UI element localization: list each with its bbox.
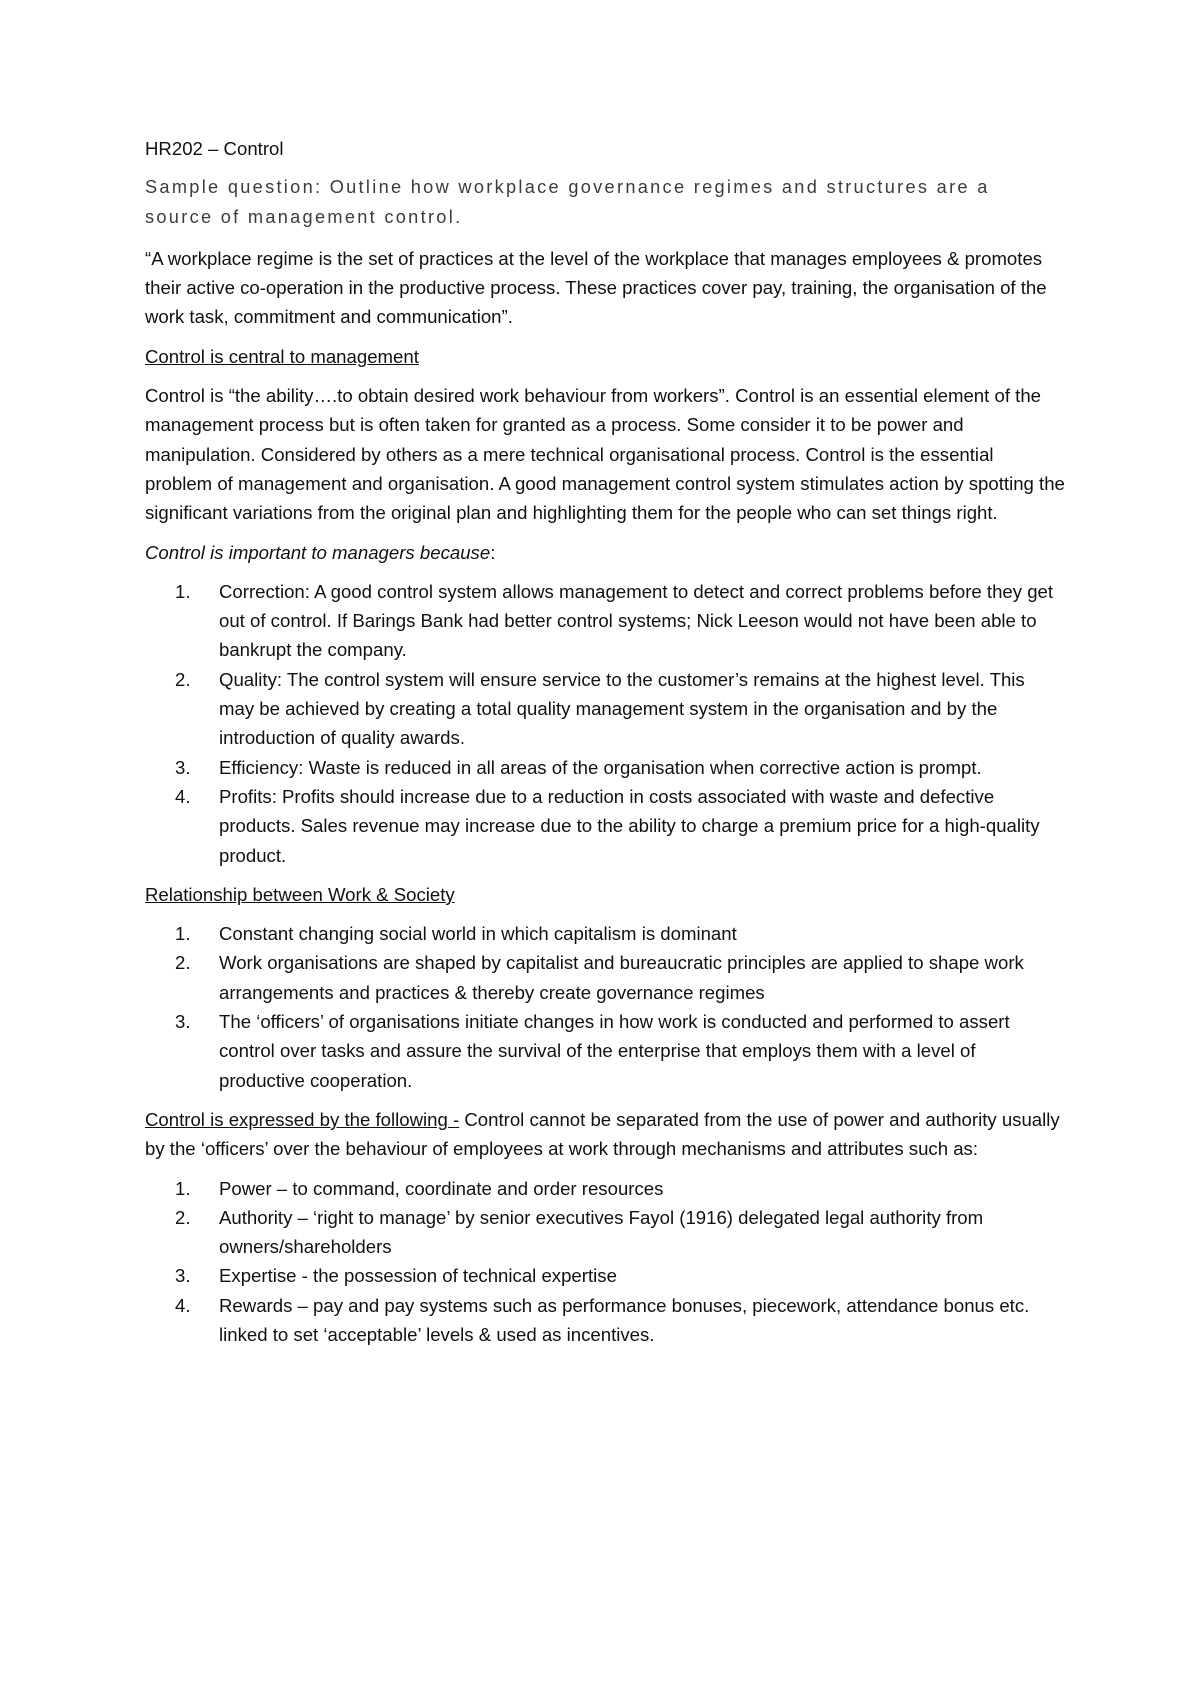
section-body-control-central: Control is “the ability….to obtain desired work behaviour from workers”. Control is an essential element of the management process but is often taken for granted as a process. Some consider it to be power and manipulation. Considered by others as a mere technical organisational process. Control is the essential problem of management and organisation. A good management control system stimulates action by spotting the significant variations from the original plan and highlighting them for the people who can set things right.: [145, 385, 1065, 524]
list-item-text: Efficiency: Waste is reduced in all areas of the organisation when corrective action is prompt.: [219, 756, 982, 778]
list-item-number: 2.: [175, 952, 191, 974]
list-item-number: 1.: [175, 923, 191, 945]
list-item-text: The ‘officers’ of organisations initiate changes in how work is conducted and performed to assert control over tasks and assure the survival of the enterprise that employs them with a level of productive cooperation.: [219, 1011, 1010, 1091]
section-paragraph-expressed: [145, 1105, 1065, 1164]
section-heading-important-colon: :: [490, 541, 496, 563]
list-item-text: Quality: The control system will ensure service to the customer’s remains at the highest level. This may be achieved by creating a total quality management system in the organisation and by the introduction of quality awards.: [219, 668, 1025, 749]
list-item-number: 2.: [175, 1206, 191, 1228]
list-item-number: 3.: [175, 1265, 191, 1287]
list-item: [145, 1291, 1065, 1350]
work-society-list: [145, 919, 1065, 1095]
section-heading-expressed: Control is expressed by the following -: [145, 1108, 460, 1130]
list-item-number: 3.: [175, 1011, 191, 1033]
list-item-text: Authority – ‘right to manage’ by senior executives Fayol (1916) delegated legal authority from owners/shareholders: [219, 1206, 984, 1258]
document-page: [145, 134, 1065, 1359]
sample-question: Sample question: Outline how workplace governance regimes and structures are a source of management control.: [145, 177, 990, 227]
list-item: [145, 753, 1065, 782]
section-heading-important: Control is important to managers because: [145, 541, 491, 563]
list-item-number: 2.: [175, 668, 191, 690]
list-item: [145, 782, 1065, 870]
list-item-text: Correction: A good control system allows management to detect and correct problems before they get out of control. If Barings Bank had better control systems; Nick Leeson would not have been able to bankrupt the company.: [219, 580, 1054, 661]
list-item-number: 3.: [175, 756, 191, 778]
section-body-expressed: Control cannot be separated from the use of power and authority usually by the ‘officers’ over the behaviour of employees at work through mechanisms and attributes such as:: [145, 1108, 1060, 1160]
intro-paragraph: “A workplace regime is the set of practices at the level of the workplace that manages employees & promotes their active co-operation in the productive process. These practices cover pay, training, the organisation of the work task, commitment and communication”.: [145, 247, 1047, 328]
section-heading-wrapper-important: [145, 538, 1065, 567]
section-heading-control-central: Control is central to management: [145, 345, 419, 367]
list-item: [145, 948, 1065, 1007]
attributes-list: [145, 1174, 1065, 1350]
list-item: [145, 919, 1065, 948]
list-item: [145, 1174, 1065, 1203]
list-item: [145, 665, 1065, 753]
list-item-number: 1.: [175, 1177, 191, 1199]
list-item-text: Work organisations are shaped by capitalist and bureaucratic principles are applied to shape work arrangements and practices & thereby create governance regimes: [219, 952, 1024, 1003]
list-item: [145, 577, 1065, 665]
importance-list: [145, 577, 1065, 870]
list-item-number: 4.: [175, 785, 191, 807]
list-item: [145, 1261, 1065, 1290]
list-item: [145, 1203, 1065, 1262]
list-item-text: Expertise - the possession of technical expertise: [219, 1265, 617, 1287]
list-item-number: 4.: [175, 1294, 191, 1316]
document-title: HR202 – Control: [145, 138, 284, 159]
list-item-text: Profits: Profits should increase due to a reduction in costs associated with waste and defective products. Sales revenue may increase due to the ability to charge a premium price for a high-quality product.: [219, 785, 1040, 866]
list-item-text: Constant changing social world in which capitalism is dominant: [219, 923, 737, 945]
list-item-text: Rewards – pay and pay systems such as performance bonuses, piecework, attendance bonus etc. linked to set ‘acceptable’ levels & used as incentives.: [219, 1294, 1030, 1345]
section-heading-work-society: Relationship between Work & Society: [145, 883, 455, 905]
list-item: [145, 1007, 1065, 1095]
list-item-text: Power – to command, coordinate and order resources: [219, 1177, 664, 1199]
list-item-number: 1.: [175, 580, 191, 602]
